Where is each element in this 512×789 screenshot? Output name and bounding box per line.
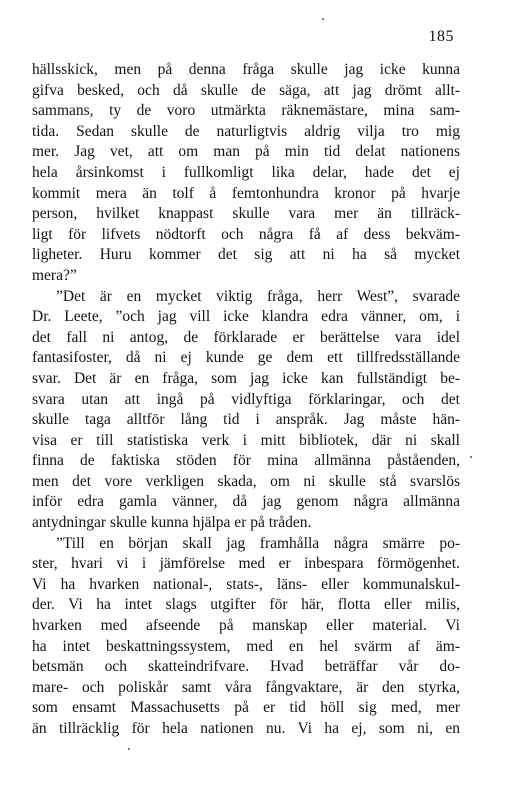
text-line: mer. Jag vet, att om man på min tid delat nationens: [32, 143, 460, 161]
text-line: mare- och poliskår samt våra fångvaktare, är den styrka,: [32, 678, 460, 696]
text-line: finna de faktiska stöden för mina allmänna påståenden,: [32, 452, 460, 470]
text-line: ligheter. Huru kommer det sig att ni ha så mycket: [32, 246, 460, 264]
text-line: ”Till en början skall jag framhålla några smärre po-: [56, 534, 460, 552]
text-line: hvarken med afseende på manskap eller material. Vi: [32, 617, 460, 635]
text-line: visa er till statistiska verk i mitt bibliotek, där ni skall: [32, 431, 460, 449]
text-line: der. Vi ha intet slags utgifter för här, flotta eller milis,: [32, 596, 460, 614]
text-line: ster, hvari vi i jämförelse med er inbespara förmögenhet.: [32, 555, 460, 573]
text-line: betsmän och skatteindrifvare. Hvad beträffar vår do-: [32, 658, 460, 676]
text-line: än tillräcklig för hela nationen nu. Vi ha ej, som ni, en: [32, 720, 460, 737]
text-line: svara utan att ingå på vidlyftiga förklaringar, och det: [32, 390, 460, 408]
text-line: Dr. Leete, ”och jag vill icke klandra edra vänner, om, i: [32, 308, 460, 326]
text-line: ”Det är en mycket viktig fråga, herr West”, svarade: [56, 287, 460, 305]
page-number: 185: [428, 28, 454, 45]
text-line: det fall ni antog, de förklarade er berättelse vara idel: [32, 328, 460, 346]
ink-speck: [470, 456, 472, 458]
text-line: sammans, ty de voro utmärkta räknemästare, mina sam-: [32, 102, 460, 120]
text-line: gifva besked, och då skulle de säga, att jag drömt allt-: [32, 81, 460, 99]
text-line: fantasifoster, då ni ej kunde ge dem ett tillfredsställande: [32, 349, 460, 367]
text-line: ligt för lifvets nödtorft och några få af dess bekväm-: [32, 225, 460, 243]
text-line: hela årsinkomst i fullkomligt lika delar, hade det ej: [32, 163, 460, 181]
text-line: mera?”: [32, 266, 77, 284]
ink-speck: [322, 18, 324, 20]
text-line: kommit mera än tolf å femtonhundra kronor på hvarje: [32, 184, 460, 202]
text-line: men det vore verkligen skada, om ni skulle stå svarslös: [32, 472, 460, 490]
text-line: som ensamt Massachusetts på er tid höll sig med, mer: [32, 699, 460, 717]
text-line: ha intet beskattningssystem, med en hel svärm af äm-: [32, 637, 460, 655]
text-line: person, hvilket knappast skulle vara mer än tillräck-: [32, 205, 460, 223]
text-line: skulle taga alltför lång tid i anspråk. Jag måste hän-: [32, 411, 460, 429]
ink-speck: [128, 748, 130, 750]
text-line: antydningar skulle kunna hjälpa er på tråden.: [32, 514, 312, 532]
text-line: hällsskick, men på denna fråga skulle jag icke kunna: [32, 61, 460, 78]
text-line: tida. Sedan skulle de naturligtvis aldrig vilja tro mig: [32, 122, 460, 140]
text-line: Vi ha hvarken national-, stats-, läns- eller kommunalskul-: [32, 575, 460, 593]
text-line: svar. Det är en fråga, som jag icke kan fullständigt be-: [32, 369, 460, 387]
text-line: inför edra gamla vänner, då jag genom några allmänna: [32, 493, 460, 511]
body-text: [32, 60, 460, 740]
